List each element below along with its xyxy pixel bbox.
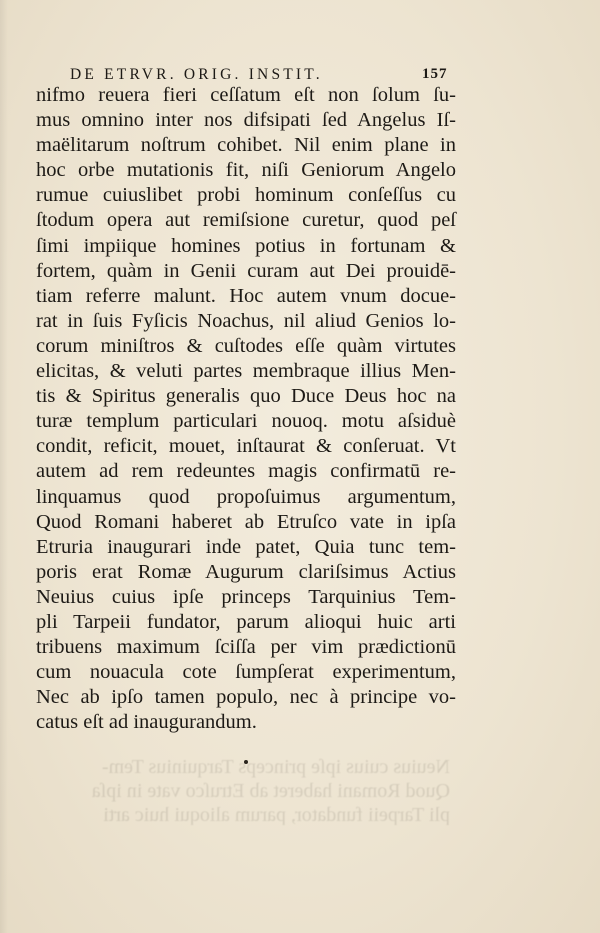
gutter-shadow [0,0,8,933]
show-through-line: Neuius cuius ipſe princeps Tarquinius Tem- [101,756,450,778]
text-line: nifmo reuera fieri ceſſatum eſt non ſolum ſu- [36,84,456,106]
show-through-line: pli Tarpeii fundator, parum alioqui huic arti [103,804,450,825]
show-through-line: Quod Romani haberet ab Etruſco vate in ipſa [91,780,450,802]
text-line: tribuens maximum ſciſſa per vim prædictionū [36,636,456,659]
text-line: Quod Romani haberet ab Etruſco vate in ipſa [36,510,456,533]
text-line-final: catus eſt ad inaugurandum. [36,711,257,734]
text-line: tis & Spiritus generalis quo Duce Deus hoc na [36,385,456,408]
text-line: rumue cuiuslibet probi hominum conſeſſus cu [36,184,456,207]
text-line: Neuius cuius ipſe princeps Tarquinius Tem- [36,585,456,608]
text-line: rat in ſuis Fyſicis Noachus, nil aliud Genios lo- [36,309,456,332]
text-line: corum miniſtros & cuſtodes eſſe quàm virtutes [36,334,456,357]
text-line: poris erat Romæ Augurum clariſsimus Actius [36,560,456,583]
text-line: fortem, quàm in Genii curam aut Dei prouidē- [36,259,456,282]
text-block [36,83,456,735]
show-through [30,755,450,825]
text-line: elicitas, & veluti partes membraque illius Men- [36,360,456,383]
text-line: condit, reficit, mouet, inſtaurat & conſeruat. Vt [36,435,456,458]
text-line: cum nouacula cote ſumpſerat experimentum, [36,661,456,684]
text-line: linquamus quod propoſuimus argumentum, [36,485,456,508]
text-line: turæ templum particulari nouoq. motu aſsiduè [36,410,456,433]
text-line: Nec ab ipſo tamen populo, nec à principe vo- [36,686,456,709]
text-line: pli Tarpeii fundator, parum alioqui huic arti [36,610,456,633]
text-line: Etruria inaugurari inde patet, Quia tunc tem- [36,535,456,558]
page-number: 157 [422,66,448,82]
text-line: tiam referre malunt. Hoc autem vnum docue- [36,284,456,307]
text-line: maëlitarum noſtrum cohibet. Nil enim plane in [36,134,456,157]
running-head: DE ETRVR. ORIG. INSTIT. [70,66,323,83]
text-line: mus omnino inter nos difsipati ſed Angelus Iſ- [36,109,456,132]
text-line: ſtodum opera aut remiſsione curetur, quod peſ [36,209,456,232]
text-line: ſimi impiique homines potius in fortunam & [36,234,456,257]
text-line: autem ad rem redeuntes magis confirmatū re- [36,460,456,483]
text-line: hoc orbe mutationis fit, niſi Geniorum Angelo [36,159,456,182]
